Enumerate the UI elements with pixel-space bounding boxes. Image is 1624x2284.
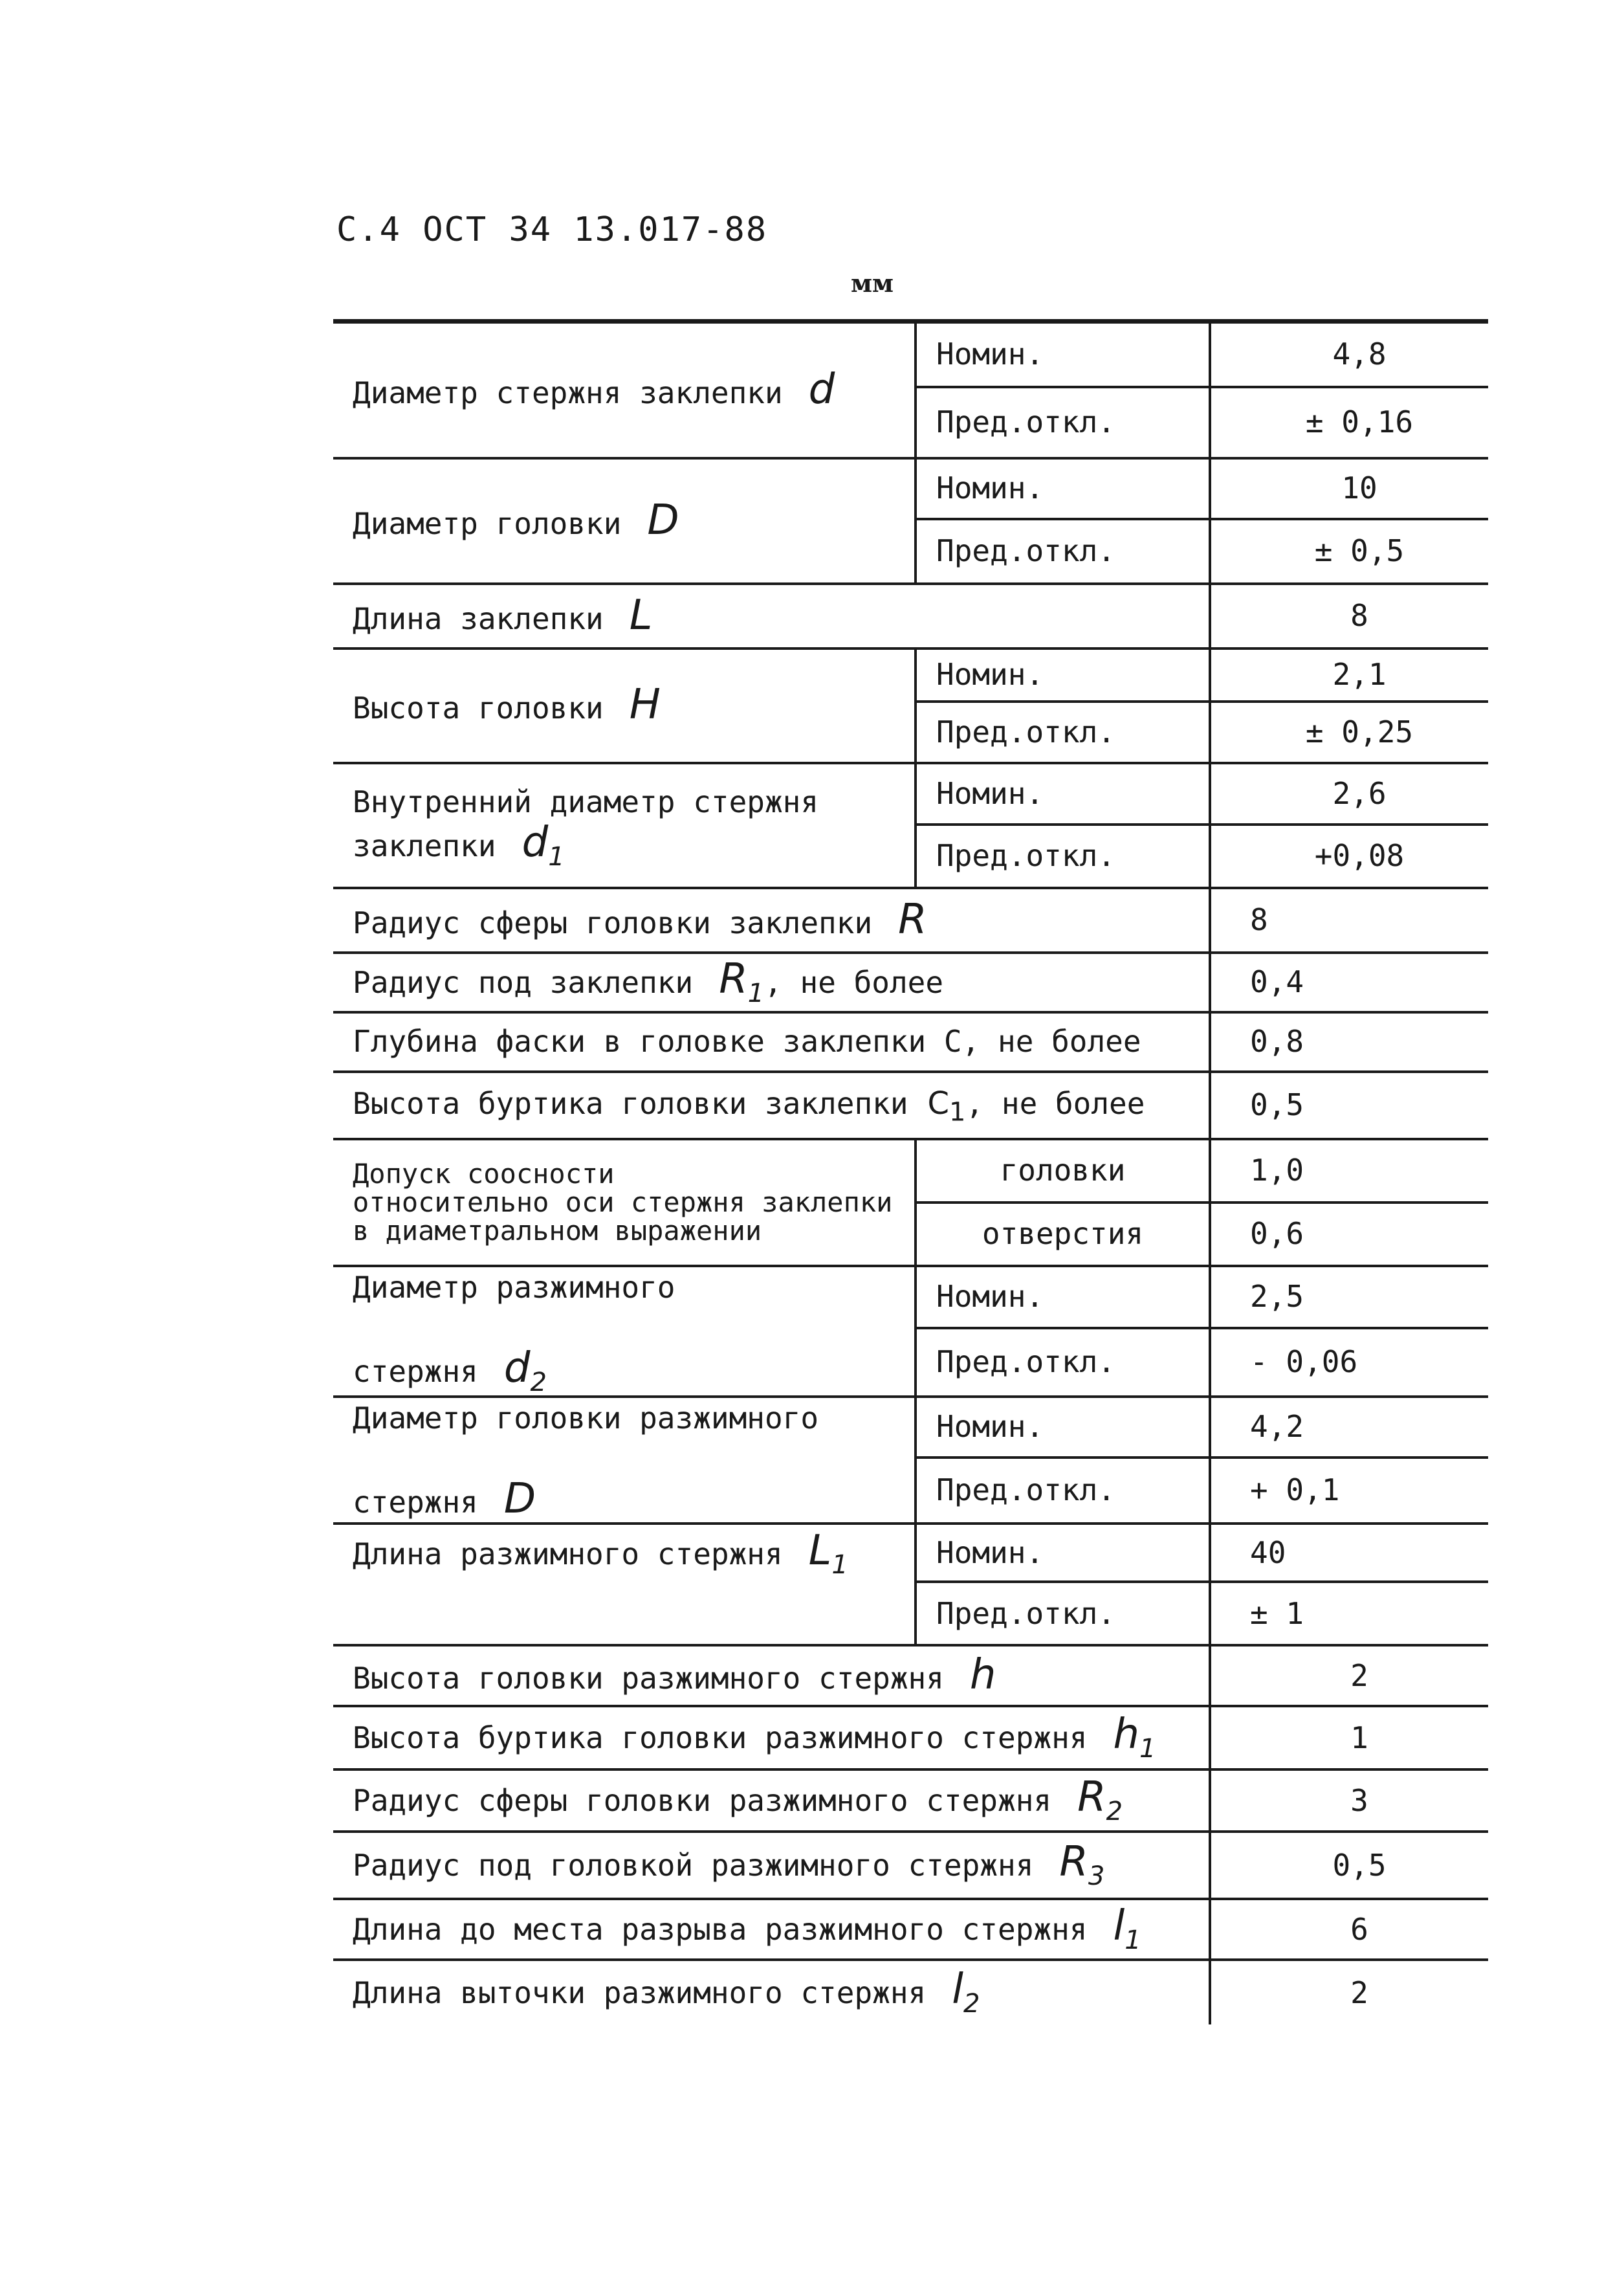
symbol: $C_1$ [927, 1085, 966, 1127]
symbol: $R_3$ [1059, 1838, 1105, 1892]
nominal-value: 2,5 [1210, 1266, 1488, 1328]
row-label: Диаметр головки разжимного стержня D [333, 1397, 916, 1524]
row-label: Глубина фаски в головке заклепки С, не более [333, 1012, 1210, 1072]
symbol: d [808, 365, 835, 414]
nominal-value: 2,6 [1210, 763, 1488, 825]
nominal-label: Номин. [916, 1266, 1210, 1328]
symbol: $h_1$ [1113, 1711, 1156, 1764]
row-value: 1 [1210, 1706, 1488, 1769]
sub-label: головки [916, 1139, 1210, 1203]
row-label: Допуск соосности относительно оси стержня заклепки в диаметральном выражении [333, 1139, 916, 1266]
table-row [333, 953, 1488, 1012]
symbol: $l_1$ [1113, 1902, 1141, 1956]
row-label: Длина разжимного стержня $L_1$ [333, 1524, 916, 1645]
row-label: Диаметр головки D [333, 458, 916, 584]
row-value: 0,4 [1210, 953, 1488, 1012]
row-label: Высота буртика головки разжимного стержня $h_1$ [333, 1706, 1210, 1769]
table-row [333, 1899, 1488, 1960]
table-row [333, 763, 1488, 825]
tolerance-label: Пред.откл. [916, 825, 1210, 888]
row-label: Внутренний диаметр стержня заклепки $d_1$ [333, 763, 916, 888]
nominal-value: 4,8 [1210, 324, 1488, 387]
symbol: R [898, 895, 927, 944]
symbol: L [629, 591, 653, 639]
page-header: С.4 ОСТ 34 13.017-88 [336, 210, 768, 249]
row-label: Высота головки H [333, 649, 916, 763]
nominal-label: Номин. [916, 649, 1210, 702]
symbol: $l_2$ [952, 1966, 980, 2019]
symbol: H [629, 681, 661, 729]
table-row [333, 1012, 1488, 1072]
table-row [333, 1769, 1488, 1832]
row-label: Длина заклепки L [333, 584, 1210, 649]
table-row [333, 1524, 1488, 1582]
row-value: 3 [1210, 1769, 1488, 1832]
symbol: h [969, 1651, 996, 1700]
table-row [333, 1960, 1488, 2024]
tolerance-value: ± 0,16 [1210, 387, 1488, 458]
table-row [333, 1832, 1488, 1899]
table-row [333, 888, 1488, 953]
nominal-label: Номин. [916, 1397, 1210, 1458]
nominal-label: Номин. [916, 458, 1210, 519]
row-label: Диаметр разжимного стержня $d_2$ [333, 1266, 916, 1397]
row-value: 0,8 [1210, 1012, 1488, 1072]
nominal-label: Номин. [916, 324, 1210, 387]
tolerance-value: ± 1 [1210, 1582, 1488, 1645]
row-value: 2 [1210, 1960, 1488, 2024]
table-top-rule [333, 319, 1488, 324]
nominal-label: Номин. [916, 763, 1210, 825]
sub-label: отверстия [916, 1203, 1210, 1266]
tolerance-value: - 0,06 [1210, 1328, 1488, 1397]
tolerance-label: Пред.откл. [916, 519, 1210, 584]
row-label: Высота головки разжимного стержня h [333, 1645, 1210, 1706]
symbol: $d_1$ [521, 818, 565, 872]
table-row [333, 1139, 1488, 1203]
table-row [333, 324, 1488, 387]
tolerance-label: Пред.откл. [916, 1458, 1210, 1524]
nominal-value: 40 [1210, 1524, 1488, 1582]
tolerance-label: Пред.откл. [916, 702, 1210, 763]
table-row [333, 649, 1488, 702]
row-label: Высота буртика головки заклепки $C_1$, не более [333, 1072, 1210, 1139]
table-row [333, 584, 1488, 649]
symbol: $R_1$ [719, 955, 765, 1008]
symbol: $R_2$ [1077, 1773, 1123, 1827]
symbol: D [503, 1475, 536, 1524]
rivet-dimensions-table [333, 324, 1488, 2024]
symbol: D [647, 496, 679, 544]
tolerance-value: ± 0,25 [1210, 702, 1488, 763]
table-row [333, 1072, 1488, 1139]
nominal-value: 10 [1210, 458, 1488, 519]
table-row [333, 1706, 1488, 1769]
row-value: 2 [1210, 1645, 1488, 1706]
table-row [333, 458, 1488, 519]
row-value: 0,5 [1210, 1832, 1488, 1899]
nominal-value: 2,1 [1210, 649, 1488, 702]
table-row [333, 1266, 1488, 1328]
row-value: 6 [1210, 1899, 1488, 1960]
row-value: 0,5 [1210, 1072, 1488, 1139]
sub-value: 0,6 [1210, 1203, 1488, 1266]
nominal-label: Номин. [916, 1524, 1210, 1582]
symbol: $L_1$ [808, 1527, 848, 1580]
row-value: 8 [1210, 888, 1488, 953]
tolerance-label: Пред.откл. [916, 1328, 1210, 1397]
symbol: $d_2$ [503, 1344, 547, 1397]
row-label: Диаметр стержня заклепки d [353, 365, 835, 414]
row-label: Радиус сферы головки заклепки R [333, 888, 1210, 953]
tolerance-value: ± 0,5 [1210, 519, 1488, 584]
tolerance-value: + 0,1 [1210, 1458, 1488, 1524]
unit-label: мм [851, 269, 894, 298]
row-value: 8 [1210, 584, 1488, 649]
tolerance-label: Пред.откл. [916, 1582, 1210, 1645]
nominal-value: 4,2 [1210, 1397, 1488, 1458]
row-label: Радиус сферы головки разжимного стержня $R_2$ [333, 1769, 1210, 1832]
table-row [333, 1645, 1488, 1706]
row-label: Длина выточки разжимного стержня $l_2$ [333, 1960, 1210, 2024]
tolerance-value: +0,08 [1210, 825, 1488, 888]
row-label: Радиус под заклепки $R_1$, не более [333, 953, 1210, 1012]
tolerance-label: Пред.откл. [916, 387, 1210, 458]
row-label: Длина до места разрыва разжимного стержня $l_1$ [333, 1899, 1210, 1960]
sub-value: 1,0 [1210, 1139, 1488, 1203]
table-row [333, 1397, 1488, 1458]
row-label: Радиус под головкой разжимного стержня $R_3$ [333, 1832, 1210, 1899]
